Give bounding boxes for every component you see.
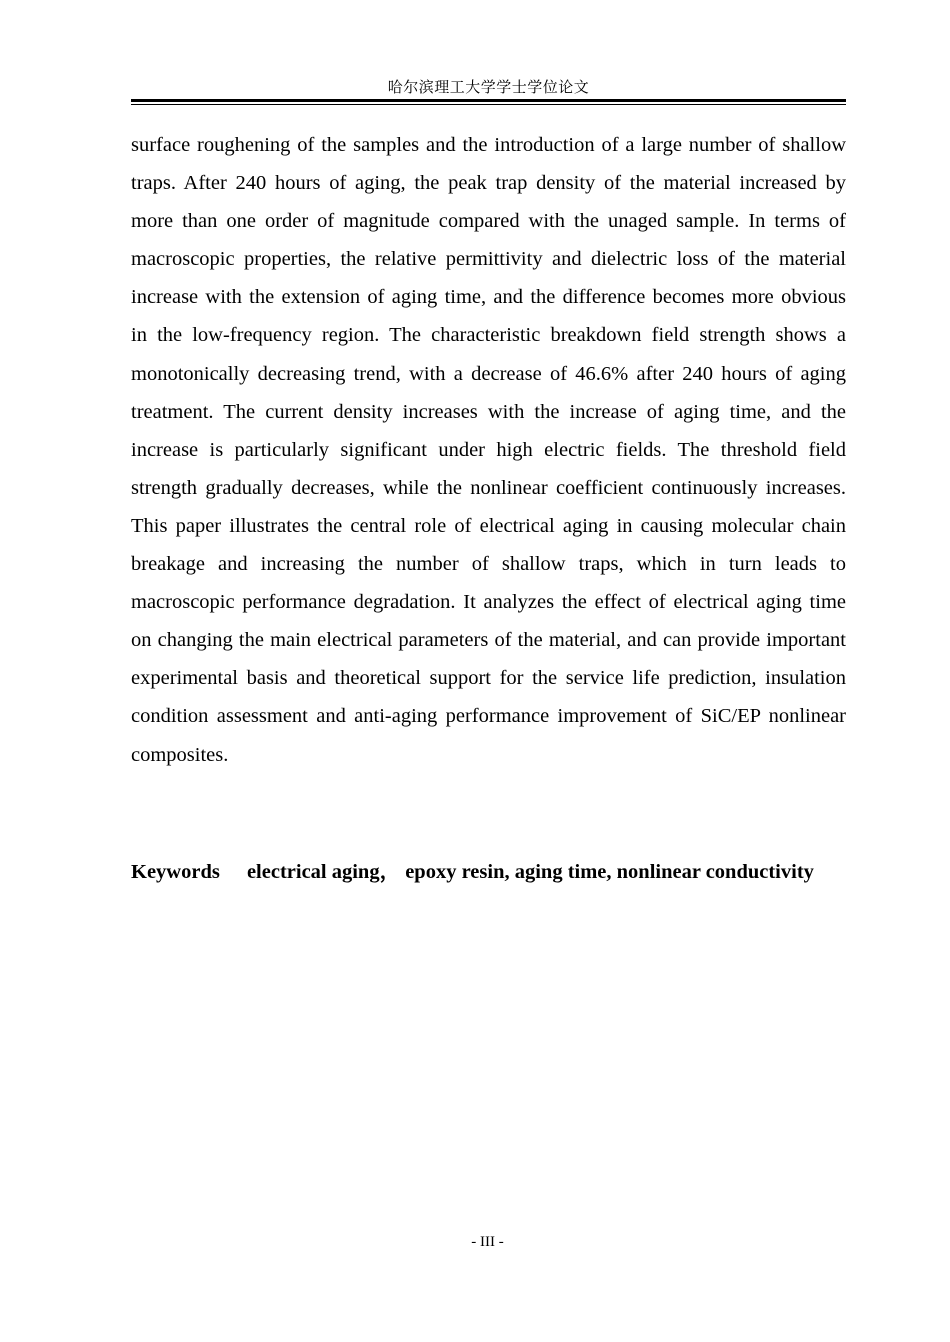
- keywords-text: electrical aging， epoxy resin, aging time, nonlinear conductivity: [246, 861, 814, 883]
- abstract-paragraph: surface roughening of the samples and the introduction of a large number of shallow traps. After 240 hours of aging, the peak trap density of the material increased by more than one order of magnitude compared with the unaged sample. In terms of macroscopic properties, the relative permittivity and dielectric loss of the material increase with the extension of aging time, and the difference becomes more obvious in the low-frequency region. The characteristic breakdown field strength shows a monotonically decreasing trend, with a decrease of 46.6% after 240 hours of aging treatment. The current density increases with the increase of aging time, and the increase is particularly significant under high electric fields. The threshold field strength gradually decreases, while the nonlinear coefficient continuously increases. This paper illustrates the central role of electrical aging in causing molecular chain breakage and increasing the number of shallow traps, which in turn leads to macroscopic performance degradation. It analyzes the effect of electrical aging time on changing the main electrical parameters of the material, and can provide important experimental basis and theoretical support for the service life prediction, insulation condition assessment and anti-aging performance improvement of SiC/EP nonlinear composites.: [131, 134, 846, 766]
- header-rule-thick: [131, 99, 846, 102]
- running-header: 哈尔滨理工大学学士学位论文: [387, 80, 590, 96]
- keywords-label: Keywords: [131, 861, 220, 883]
- keywords-line: [131, 853, 846, 891]
- header-rule-thin: [131, 104, 846, 105]
- page-number: - III -: [471, 1234, 504, 1250]
